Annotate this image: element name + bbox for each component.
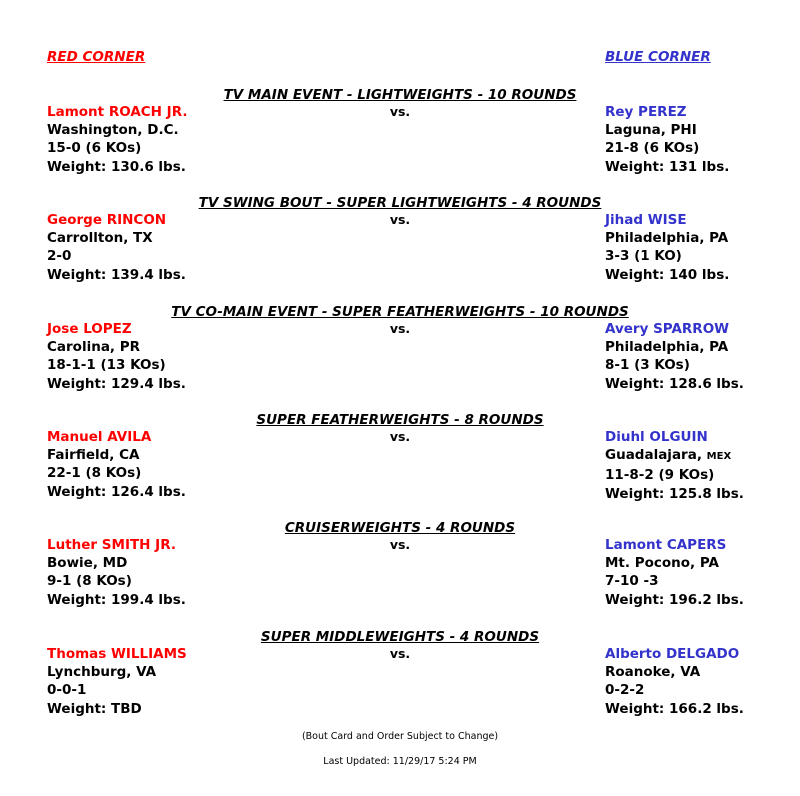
vs-label: vs. bbox=[389, 212, 411, 227]
blue-fighter bbox=[605, 320, 744, 393]
fighter-record: 0-2-2 bbox=[605, 682, 645, 699]
fighter-record: 0-0-1 bbox=[47, 682, 87, 699]
hometown-country: MEX bbox=[706, 451, 732, 463]
fighter-weight: Weight: 125.8 lbs. bbox=[605, 485, 744, 502]
red-fighter bbox=[47, 211, 186, 284]
blue-fighter bbox=[605, 103, 729, 176]
vs-label: vs. bbox=[389, 537, 411, 552]
last-updated: Last Updated: 11/29/17 5:24 PM bbox=[323, 756, 477, 767]
fighter-name: Avery SPARROW bbox=[605, 321, 730, 337]
fighter-hometown: Lynchburg, VA bbox=[47, 664, 157, 681]
bout-title: TV CO-MAIN EVENT - SUPER FEATHERWEIGHTS - 10 ROUNDS bbox=[171, 304, 629, 320]
blue-fighter bbox=[605, 211, 729, 284]
red-corner-heading: RED CORNER bbox=[47, 49, 146, 65]
fighter-name: Manuel AVILA bbox=[47, 429, 152, 445]
red-fighter bbox=[47, 320, 186, 393]
fighter-weight: Weight: 126.4 lbs. bbox=[47, 483, 186, 500]
fighter-name: Lamont ROACH JR. bbox=[47, 104, 188, 120]
fighter-weight: Weight: 166.2 lbs. bbox=[605, 700, 744, 717]
fighter-name: Jihad WISE bbox=[605, 212, 687, 228]
fighter-record: 3-3 (1 KO) bbox=[605, 248, 682, 265]
disclaimer-note: (Bout Card and Order Subject to Change) bbox=[301, 731, 499, 742]
red-fighter bbox=[47, 536, 186, 609]
hometown-city: Guadalajara, bbox=[605, 447, 702, 464]
fighter-weight: Weight: TBD bbox=[47, 700, 142, 717]
vs-label: vs. bbox=[389, 429, 411, 444]
fighter-hometown: Mt. Pocono, PA bbox=[605, 555, 719, 572]
fighter-hometown: Laguna, PHI bbox=[605, 122, 697, 139]
fighter-record: 18-1-1 (13 KOs) bbox=[47, 357, 166, 374]
fighter-name: Thomas WILLIAMS bbox=[47, 646, 187, 662]
fighter-record: 15-0 (6 KOs) bbox=[47, 140, 142, 157]
fighter-name: Jose LOPEZ bbox=[47, 321, 132, 337]
bout-card bbox=[0, 194, 800, 302]
fighter-record: 9-1 (8 KOs) bbox=[47, 573, 132, 590]
bout-card bbox=[0, 519, 800, 627]
fighter-weight: Weight: 139.4 lbs. bbox=[47, 266, 186, 283]
bout-title: SUPER MIDDLEWEIGHTS - 4 ROUNDS bbox=[260, 629, 540, 645]
fighter-hometown: Washington, D.C. bbox=[47, 122, 179, 139]
bout-title: TV MAIN EVENT - LIGHTWEIGHTS - 10 ROUNDS bbox=[223, 87, 577, 103]
fighter-weight: Weight: 140 lbs. bbox=[605, 266, 730, 283]
fighter-weight: Weight: 196.2 lbs. bbox=[605, 591, 744, 608]
fighter-weight: Weight: 128.6 lbs. bbox=[605, 375, 744, 392]
vs-label: vs. bbox=[389, 104, 411, 119]
fighter-name: Alberto DELGADO bbox=[605, 646, 740, 662]
blue-fighter bbox=[605, 536, 744, 609]
red-fighter bbox=[47, 103, 187, 176]
fighter-hometown: Carrollton, TX bbox=[47, 230, 153, 247]
red-fighter bbox=[47, 428, 186, 501]
blue-fighter bbox=[605, 645, 744, 718]
fighter-weight: Weight: 131 lbs. bbox=[605, 158, 730, 175]
fighter-hometown: Carolina, PR bbox=[47, 339, 141, 356]
fighter-name: Rey PEREZ bbox=[605, 104, 687, 120]
bout-title: TV SWING BOUT - SUPER LIGHTWEIGHTS - 4 ROUNDS bbox=[198, 195, 602, 211]
fighter-record: 8-1 (3 KOs) bbox=[605, 357, 690, 374]
bout-card bbox=[0, 411, 800, 519]
fighter-record: 22-1 (8 KOs) bbox=[47, 465, 142, 482]
bout-card bbox=[0, 628, 800, 736]
fighter-hometown: Roanoke, VA bbox=[605, 664, 701, 681]
bout-card bbox=[0, 86, 800, 194]
fighter-name: Diuhl OLGUIN bbox=[605, 429, 708, 445]
red-fighter bbox=[47, 645, 187, 718]
bout-title: SUPER FEATHERWEIGHTS - 8 ROUNDS bbox=[256, 412, 544, 428]
blue-corner-heading: BLUE CORNER bbox=[605, 49, 711, 65]
fighter-weight: Weight: 199.4 lbs. bbox=[47, 591, 186, 608]
fighter-hometown: Fairfield, CA bbox=[47, 447, 140, 464]
fighter-name: George RINCON bbox=[47, 212, 167, 228]
fighter-weight: Weight: 129.4 lbs. bbox=[47, 375, 186, 392]
fighter-name: Luther SMITH JR. bbox=[47, 537, 176, 553]
vs-label: vs. bbox=[389, 321, 411, 336]
fighter-record: 21-8 (6 KOs) bbox=[605, 140, 700, 157]
fighter-hometown: Bowie, MD bbox=[47, 555, 128, 572]
fighter-name: Lamont CAPERS bbox=[605, 537, 727, 553]
fighter-record: 2-0 bbox=[47, 248, 72, 265]
fighter-hometown bbox=[605, 446, 744, 466]
vs-label: vs. bbox=[389, 646, 411, 661]
fighter-record: 11-8-2 (9 KOs) bbox=[605, 467, 715, 484]
bout-card bbox=[0, 303, 800, 411]
fighter-record: 7-10 -3 bbox=[605, 573, 659, 590]
blue-fighter bbox=[605, 428, 744, 503]
fighter-hometown: Philadelphia, PA bbox=[605, 339, 729, 356]
fighter-hometown: Philadelphia, PA bbox=[605, 230, 729, 247]
fighter-weight: Weight: 130.6 lbs. bbox=[47, 158, 186, 175]
bout-title: CRUISERWEIGHTS - 4 ROUNDS bbox=[284, 520, 516, 536]
